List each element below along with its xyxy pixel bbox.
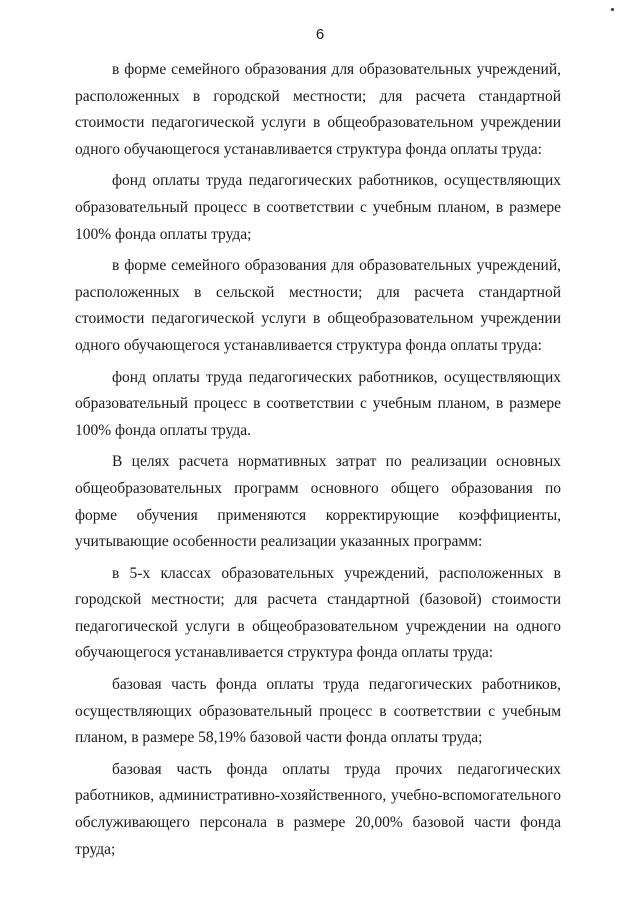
paragraph-7 [75, 672, 561, 752]
text-line: одного обучающегося устанавливается структура фонда оплаты труда: [75, 336, 542, 354]
paragraph-2 [75, 168, 561, 248]
document-body [75, 57, 561, 863]
text-line: образовательный процесс в соответствии с учебным планом, в размере [75, 198, 561, 216]
text-line: труда; [75, 840, 116, 858]
text-line: расположенных в сельской местности; для расчета стандартной [75, 283, 561, 301]
paragraph-1 [75, 57, 561, 163]
paragraph-5 [75, 449, 561, 555]
text-line: городской местности; для расчета стандартной (базовой) стоимости [75, 591, 561, 609]
text-line: 100% фонда оплаты труда; [75, 225, 252, 243]
paragraph-6 [75, 561, 561, 667]
scan-dot-mark [611, 8, 614, 11]
text-line: стоимости педагогической услуги в общеобразовательном учреждении [75, 310, 561, 328]
text-line: базовая часть фонда оплаты труда педагогических работников, [112, 676, 561, 694]
text-line: педагогической услуги в общеобразовательном учреждении на одного [75, 617, 561, 635]
text-line: в форме семейного образования для образовательных учреждений, [112, 257, 561, 275]
text-line: В целях расчета нормативных затрат по реализации основных [112, 453, 561, 471]
text-line: обслуживающего персонала в размере 20,00% базовой части фонда [75, 814, 561, 832]
text-line: работников, административно-хозяйственного, учебно-вспомогательного [75, 787, 561, 805]
text-line: форме обучения применяются корректирующие коэффициенты, [75, 506, 561, 524]
text-line: в форме семейного образования для образовательных учреждений, [112, 61, 561, 78]
paragraph-3 [75, 253, 561, 359]
text-line: планом, в размере 58,19% базовой части фонда оплаты труда; [75, 729, 483, 747]
text-line: фонд оплаты труда педагогических работников, осуществляющих [112, 368, 561, 386]
text-line: стоимости педагогической услуги в общеобразовательном учреждении [75, 114, 561, 132]
text-line: фонд оплаты труда педагогических работников, осуществляющих [112, 172, 561, 190]
text-line: образовательный процесс в соответствии с учебным планом, в размере [75, 395, 561, 413]
text-line: обучающегося устанавливается структура фонда оплаты труда: [75, 644, 494, 662]
text-line: одного обучающегося устанавливается структура фонда оплаты труда: [75, 140, 542, 158]
page-number: 6 [315, 26, 325, 43]
text-line: учитывающие особенности реализации указанных программ: [75, 533, 483, 551]
text-line: в 5-х классах образовательных учреждений, расположенных в [112, 564, 561, 582]
text-line: расположенных в городской местности; для расчета стандартной [75, 87, 561, 105]
paragraph-4 [75, 365, 561, 445]
text-line: осуществляющих образовательный процесс в соответствии с учебным [75, 702, 561, 720]
text-line: 100% фонда оплаты труда. [75, 421, 252, 439]
paragraph-8 [75, 757, 561, 863]
text-line: базовая часть фонда оплаты труда прочих педагогических [112, 760, 561, 778]
text-line: общеобразовательных программ основного общего образования по [75, 479, 561, 497]
